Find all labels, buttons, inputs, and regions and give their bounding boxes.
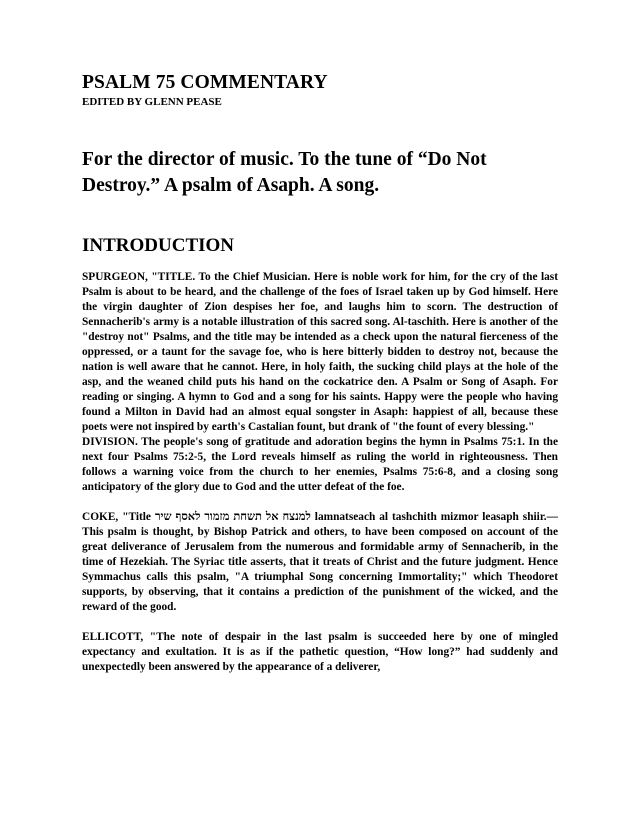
paragraph-spurgeon: SPURGEON, "TITLE. To the Chief Musician. Here is noble work for him, for the cry of the last Psalm is about to be heard, and the challenge of the foes of Israel taken up by God himself. Here the virgin daughter of Zion despises her foe, and laughs him to scorn. The destruction of Sennacherib's army is a notable illustration of this sacred song. Al-taschith. Here is another of the "destroy not" Psalms, and the title may be intended as a check upon the natural fierceness of the oppressed, or a taunt for the savage foe, who is here bitterly bidden to destroy not, because the nation is well aware that he cannot. Here, in holy faith, the sucking child plays at the hole of the asp, and the weaned child puts his hand on the cockatrice den. A Psalm or Song of Asaph. For reading or singing. A hymn to God and a song for his saints. Happy were the people who having found a Milton in David had an almost equal songster in Asaph: happiest of all, because these poets were not inspired by earth's Castalian fount, but drank of "the fount of every blessing." <box>82 271 558 433</box>
document-editor-credit: EDITED BY GLENN PEASE <box>82 96 222 108</box>
psalm-superscription: For the director of music. To the tune of “Do Not Destroy.” A psalm of Asaph. A song. <box>82 149 487 196</box>
section-heading-introduction: INTRODUCTION <box>82 235 235 256</box>
document-page <box>82 72 558 675</box>
paragraph-coke: COKE, "Title למנצח אל תשחת מזמור לאסף שיר lamnatseach al tashchith mizmor leasaph shiir.— This psalm is thought, by Bishop Patrick and others, to have been composed on account of the great deliverance of Jerusalem from the numerous and formidable army of Sennacherib, in the time of Hezekiah. The Syriac title asserts, that it treats of Christ and the future judgment. Hence Symmachus calls this psalm, "A triumphal Song concerning Immortality;" which Theodoret supports, by observing, that it contains a prediction of the punishment of the wicked, and the reward of the good. <box>82 511 558 613</box>
paragraph-division: DIVISION. The people's song of gratitude and adoration begins the hymn in Psalms 75:1. In the next four Psalms 75:2-5, the Lord reveals himself as ruling the world in righteousness. Then follows a warning voice from the church to her enemies, Psalms 75:6-8, and a closing song anticipatory of the glory due to God and the utter defeat of the foe. <box>82 436 558 493</box>
paragraph-ellicott: ELLICOTT, "The note of despair in the last psalm is succeeded here by one of mingled expectancy and exultation. It is as if the pathetic question, “How long?” had suddenly and unexpectedly been answered by the appearance of a deliverer, <box>82 631 558 673</box>
document-title: PSALM 75 COMMENTARY <box>82 72 328 93</box>
